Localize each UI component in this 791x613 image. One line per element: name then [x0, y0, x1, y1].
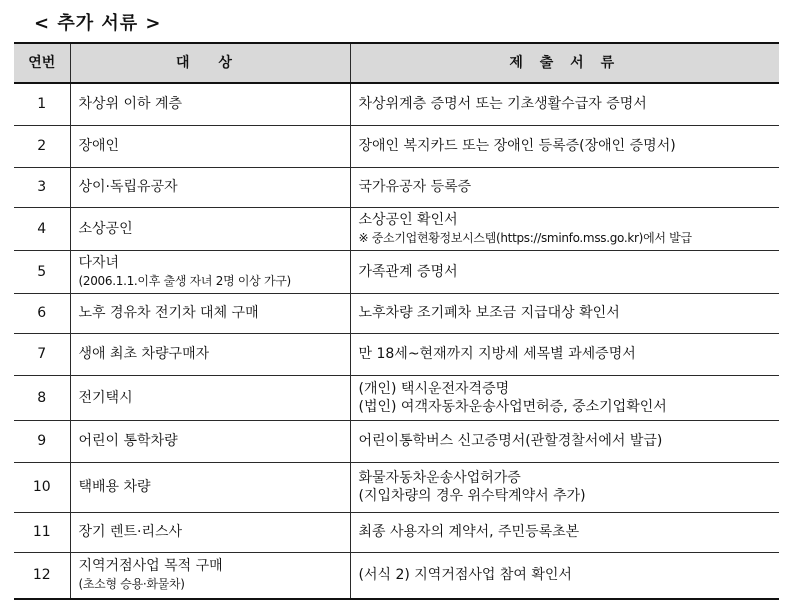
target-cell	[70, 420, 350, 462]
target-label: 장애인	[78, 138, 120, 154]
section-title: < 추가 서류 >	[34, 13, 162, 34]
target-cell	[70, 333, 350, 375]
target-label: 노후 경유차 전기차 대체 구매	[78, 305, 259, 321]
document-line: 최종 사용자의 계약서, 주민등록초본	[358, 524, 580, 540]
document-line: 소상공인 확인서	[358, 211, 458, 228]
document-line: 노후차량 조기폐차 보조금 지급대상 확인서	[358, 305, 620, 321]
document-line: 차상위계층 증명서 또는 기초생활수급자 증명서	[358, 96, 647, 113]
document-line: (서식 2) 지역거점사업 참여 확인서	[358, 567, 572, 584]
table-row	[14, 462, 779, 512]
row-number: 3	[14, 167, 70, 207]
table-row	[14, 83, 779, 125]
target-cell	[70, 250, 350, 293]
target-cell	[70, 293, 350, 333]
documents-cell	[350, 420, 779, 462]
table-row	[14, 125, 779, 167]
document-line: 화물자동차운송사업허가증	[358, 470, 521, 486]
target-cell	[70, 375, 350, 420]
documents-cell	[350, 333, 779, 375]
target-cell	[70, 83, 350, 125]
documents-cell	[350, 552, 779, 599]
row-number: 7	[14, 333, 70, 375]
row-number: 12	[14, 552, 70, 599]
target-cell	[70, 552, 350, 599]
table-row	[14, 167, 779, 207]
documents-cell	[350, 125, 779, 167]
row-number: 9	[14, 420, 70, 462]
document-line: (개인) 택시운전자격증명	[358, 380, 510, 397]
document-line: (법인) 여객자동차운송사업면허증, 중소기업확인서	[358, 398, 667, 415]
row-number: 1	[14, 83, 70, 125]
document-line: (지입차량의 경우 위수탁계약서 추가)	[358, 488, 586, 504]
row-number: 5	[14, 250, 70, 293]
row-number: 8	[14, 375, 70, 420]
documents-cell	[350, 207, 779, 250]
target-label: 택배용 차량	[78, 479, 151, 495]
target-cell	[70, 512, 350, 552]
target-cell	[70, 207, 350, 250]
target-cell	[70, 167, 350, 207]
row-number: 4	[14, 207, 70, 250]
target-sublabel: (2006.1.1.이후 출생 자녀 2명 이상 가구)	[78, 273, 291, 288]
table-row	[14, 420, 779, 462]
table-row	[14, 293, 779, 333]
documents-cell	[350, 293, 779, 333]
document-line: ※ 중소기업현황정보시스템(https://sminfo.mss.go.kr)에서 발급	[358, 230, 692, 245]
table-row	[14, 250, 779, 293]
document-line: 만 18세~현재까지 지방세 세목별 과세증명서	[358, 346, 636, 362]
document-line: 가족관계 증명서	[358, 263, 458, 280]
documents-cell	[350, 250, 779, 293]
documents-cell	[350, 167, 779, 207]
header-number: 연번	[14, 43, 70, 83]
table-row	[14, 375, 779, 420]
table-row	[14, 333, 779, 375]
table-row	[14, 207, 779, 250]
target-label: 어린이 통학차량	[78, 433, 178, 449]
target-label: 차상위 이하 계층	[78, 96, 183, 113]
additional-documents-table	[14, 42, 779, 600]
target-label: 지역거점사업 목적 구매	[78, 558, 223, 575]
document-line: 장애인 복지카드 또는 장애인 등록증(장애인 증명서)	[358, 138, 676, 154]
row-number: 2	[14, 125, 70, 167]
header-target: 대 상	[70, 43, 350, 83]
row-number: 11	[14, 512, 70, 552]
row-number: 6	[14, 293, 70, 333]
target-label: 소상공인	[78, 220, 133, 237]
row-number: 10	[14, 462, 70, 512]
header-documents: 제 출 서 류	[350, 43, 779, 83]
target-label: 전기택시	[78, 389, 133, 406]
target-label: 장기 렌트·리스사	[78, 524, 183, 540]
documents-cell	[350, 512, 779, 552]
table-row	[14, 512, 779, 552]
target-label: 생애 최초 차량구매자	[78, 346, 210, 362]
table-row	[14, 552, 779, 599]
documents-cell	[350, 462, 779, 512]
documents-cell	[350, 375, 779, 420]
target-cell	[70, 125, 350, 167]
target-sublabel: (초소형 승용·화물차)	[78, 577, 185, 592]
document-line: 국가유공자 등록증	[358, 179, 472, 195]
target-label: 상이·독립유공자	[78, 179, 178, 195]
target-label: 다자녀	[78, 254, 120, 271]
target-cell	[70, 462, 350, 512]
documents-cell	[350, 83, 779, 125]
header-row	[14, 43, 779, 83]
document-line: 어린이통학버스 신고증명서(관할경찰서에서 발급)	[358, 433, 663, 449]
